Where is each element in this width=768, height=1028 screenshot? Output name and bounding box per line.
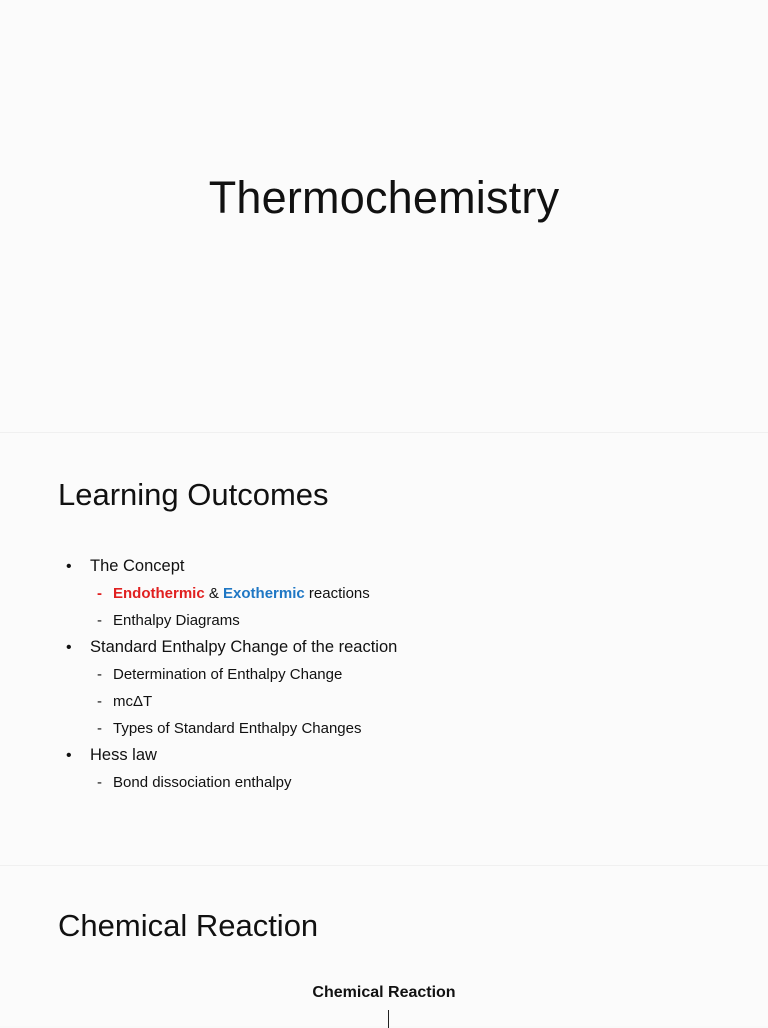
- exothermic-label: Exothermic: [223, 585, 305, 602]
- list-item: [66, 553, 397, 580]
- dash-icon: -: [97, 585, 102, 602]
- list-item: [66, 634, 397, 661]
- dash-icon: -: [97, 774, 102, 791]
- slide-title: Thermochemistry: [208, 172, 560, 223]
- dash-icon: -: [97, 666, 102, 683]
- sub-list-item: [66, 769, 397, 796]
- endothermic-label: Endothermic: [113, 585, 205, 602]
- bullet-icon: •: [66, 639, 72, 656]
- bullet-icon: •: [66, 558, 72, 575]
- sub-list-item-label: Bond dissociation enthalpy: [113, 774, 292, 791]
- slide-heading: Chemical Reaction: [58, 908, 319, 943]
- title-slide: [0, 0, 768, 432]
- sub-list-item-label: mcΔT: [113, 693, 153, 710]
- reactions-label: reactions: [304, 585, 370, 602]
- list-item-label: Standard Enthalpy Change of the reaction: [90, 638, 398, 656]
- diagram-label: Chemical Reaction: [312, 984, 456, 1001]
- slide-heading: Learning Outcomes: [58, 477, 329, 512]
- dash-icon: -: [97, 720, 102, 737]
- outcomes-list: [66, 553, 397, 796]
- dash-icon: -: [97, 693, 102, 710]
- sub-list-item: [66, 688, 397, 715]
- sub-list-item-label: Enthalpy Diagrams: [113, 612, 240, 629]
- sub-list-item-label: Types of Standard Enthalpy Changes: [113, 720, 362, 737]
- learning-outcomes-slide: [0, 432, 768, 865]
- sub-list-item-label: Determination of Enthalpy Change: [113, 666, 343, 683]
- ampersand-label: &: [204, 585, 224, 602]
- bullet-icon: •: [66, 747, 72, 764]
- sub-list-item: [66, 715, 397, 742]
- list-item-label: Hess law: [90, 746, 157, 764]
- list-item: [66, 742, 397, 769]
- list-item-label: The Concept: [90, 557, 185, 575]
- dash-icon: -: [97, 612, 102, 629]
- chemical-reaction-slide: [0, 865, 768, 1026]
- diagram-connector-line: [388, 1010, 389, 1028]
- sub-list-item: [66, 607, 397, 634]
- sub-list-item: [66, 661, 397, 688]
- sub-list-item: [66, 580, 397, 607]
